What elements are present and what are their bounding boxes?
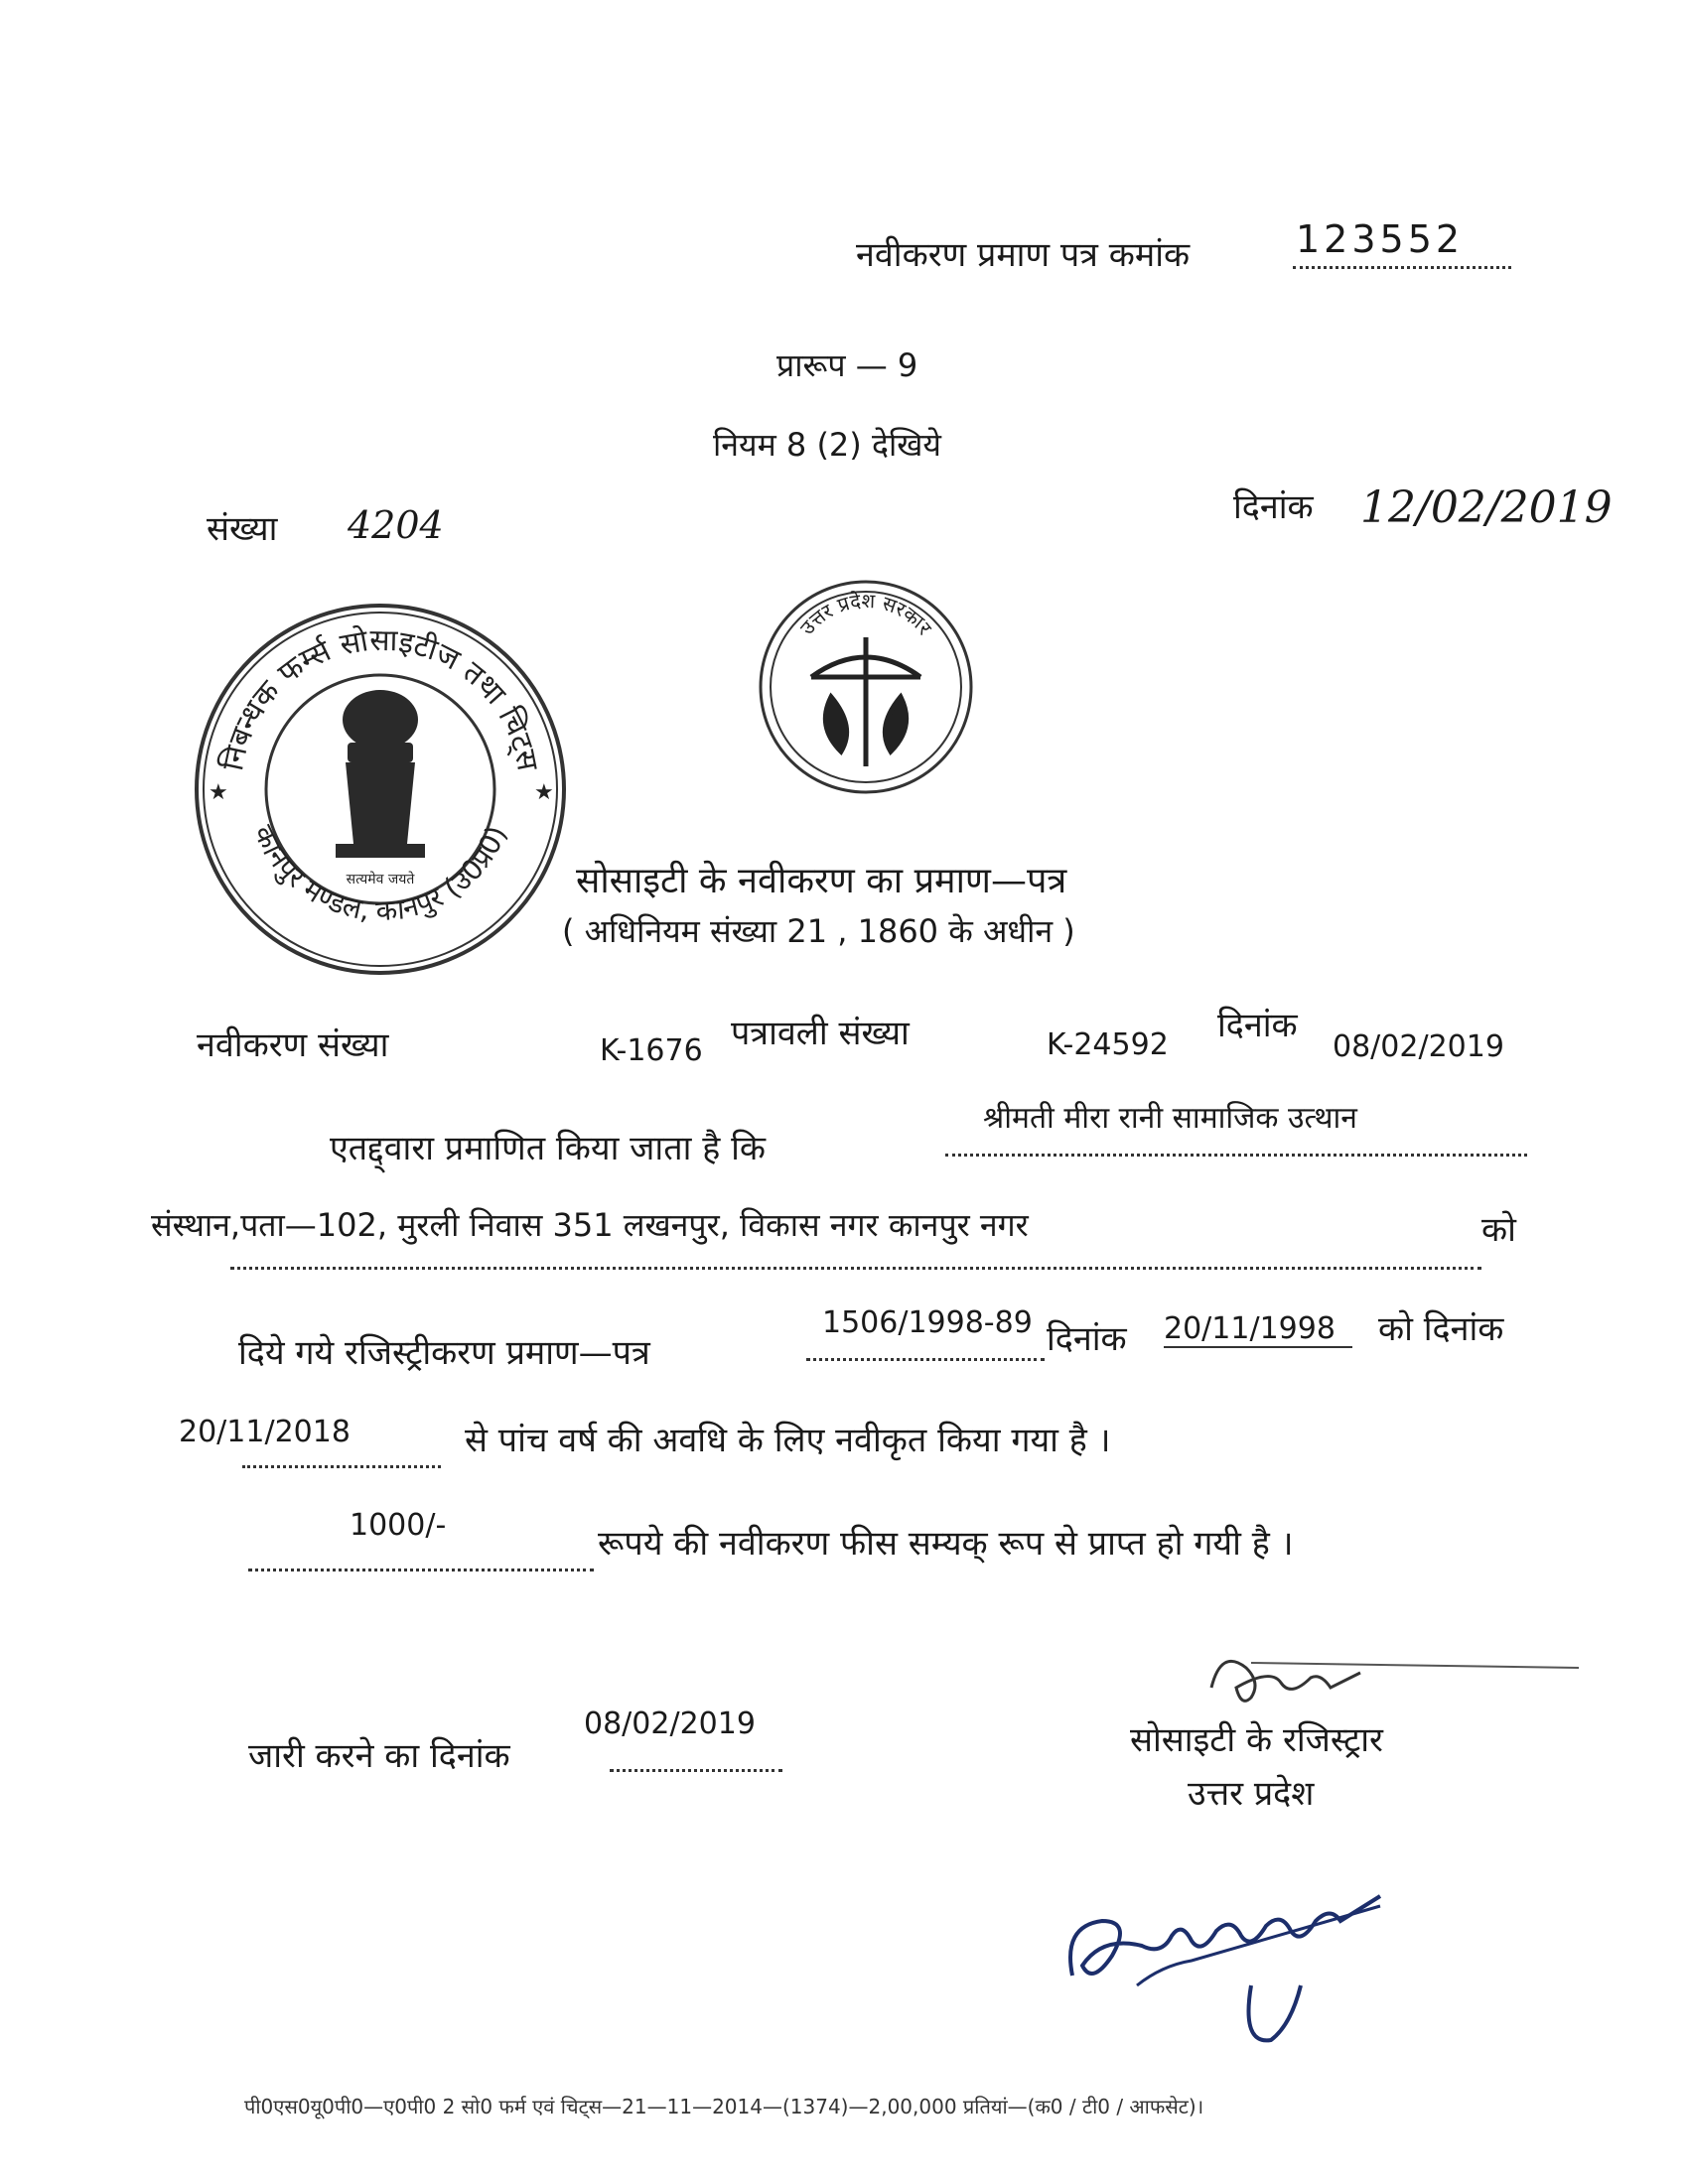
body-line4-text: से पांच वर्ष की अवधि के लिए नवीकृत किया गया है । bbox=[465, 1421, 1111, 1460]
rule-reference: नियम 8 (2) देखिये bbox=[713, 426, 941, 464]
emblem-motto: सत्यमेव जयते bbox=[346, 872, 415, 887]
society-address-dotted-line bbox=[230, 1267, 1481, 1270]
form-title: प्रारूप — 9 bbox=[776, 346, 918, 384]
number-label: संख्या bbox=[207, 509, 278, 549]
registration-date: 20/11/1998 bbox=[1164, 1311, 1336, 1346]
renewal-from-date: 20/11/2018 bbox=[179, 1415, 351, 1449]
certificate-title: सोसाइटी के नवीकरण का प्रमाण—पत्र bbox=[576, 861, 1067, 901]
renewal-date-label: दिनांक bbox=[1217, 1006, 1298, 1045]
svg-text:★: ★ bbox=[534, 780, 554, 805]
file-no-value: K-24592 bbox=[1047, 1027, 1169, 1062]
body-line1-prefix: एतद्द्वारा प्रमाणित किया जाता है कि bbox=[330, 1129, 766, 1168]
body-line5-text: रूपये की नवीकरण फीस सम्यक् रूप से प्राप्त हो गयी है । bbox=[598, 1524, 1294, 1564]
renewal-from-date-dotted-line bbox=[242, 1465, 441, 1468]
cert-no-dotted-line bbox=[1293, 266, 1511, 269]
registrar-seal-bottom-text: कानपुर मण्डल, कानपुर (उ0प्र0) bbox=[246, 820, 513, 928]
body-line3-date-label: दिनांक bbox=[1047, 1319, 1127, 1359]
registrar-state: उत्तर प्रदेश bbox=[1188, 1774, 1315, 1814]
registrar-seal bbox=[187, 596, 574, 983]
society-name-dotted-line bbox=[945, 1154, 1527, 1157]
state-seal-text: उत्तर प्रदेश सरकार bbox=[794, 588, 937, 639]
printer-line: पी0एस0यू0पी0—ए0पी0 2 सो0 फर्म एवं चिट्स—21—11—2014—(1374)—2,00,000 प्रतियां—(क0 / टी0 / आफसेट)। bbox=[244, 2095, 1204, 2118]
issue-date-dotted-line bbox=[610, 1769, 782, 1772]
certificate-subtitle: ( अधिनियम संख्या 21 , 1860 के अधीन ) bbox=[562, 912, 1075, 950]
registration-no: 1506/1998-89 bbox=[822, 1305, 1033, 1340]
renewal-no-label: नवीकरण संख्या bbox=[197, 1025, 389, 1065]
fee-amount-dotted-line bbox=[248, 1569, 594, 1571]
national-emblem-icon bbox=[336, 690, 425, 858]
body-line3-prefix: दिये गये रजिस्ट्रीकरण प्रमाण—पत्र bbox=[238, 1333, 650, 1373]
renewal-date-value: 08/02/2019 bbox=[1333, 1029, 1504, 1064]
cert-no-label: नवीकरण प्रमाण पत्र कमांक bbox=[856, 235, 1191, 275]
state-seal bbox=[757, 578, 975, 796]
body-line2-suffix: को bbox=[1481, 1210, 1516, 1250]
society-name: श्रीमती मीरा रानी सामाजिक उत्थान bbox=[983, 1101, 1357, 1136]
registrar-seal-top-text: निबन्धक फर्म्स सोसाइटीज तथा चिट्स bbox=[215, 622, 545, 774]
header-date-value: 12/02/2019 bbox=[1360, 482, 1613, 533]
body-line3-suffix: को दिनांक bbox=[1378, 1309, 1504, 1349]
file-no-label: पत्रावली संख्या bbox=[731, 1014, 910, 1053]
renewal-no-value: K-1676 bbox=[600, 1033, 703, 1068]
registrar-signature-icon bbox=[1043, 1866, 1420, 2065]
registration-date-underline bbox=[1164, 1346, 1352, 1348]
officer-initials-icon bbox=[1192, 1628, 1589, 1717]
header-date-label: दिनांक bbox=[1233, 487, 1314, 527]
cert-no-value: 123552 bbox=[1296, 217, 1465, 261]
fee-amount: 1000/- bbox=[350, 1508, 447, 1543]
registration-no-dotted-line bbox=[806, 1358, 1045, 1361]
svg-text:★: ★ bbox=[209, 780, 228, 805]
society-address: संस्थान,पता—102, मुरली निवास 351 लखनपुर, विकास नगर कानपुर नगर bbox=[151, 1206, 1029, 1244]
issue-date-label: जारी करने का दिनांक bbox=[248, 1736, 510, 1776]
issue-date-value: 08/02/2019 bbox=[584, 1706, 756, 1741]
registrar-title: सोसाइटी के रजिस्ट्रार bbox=[1130, 1720, 1383, 1760]
bow-and-fish-icon bbox=[811, 637, 920, 766]
number-value: 4204 bbox=[348, 503, 444, 547]
